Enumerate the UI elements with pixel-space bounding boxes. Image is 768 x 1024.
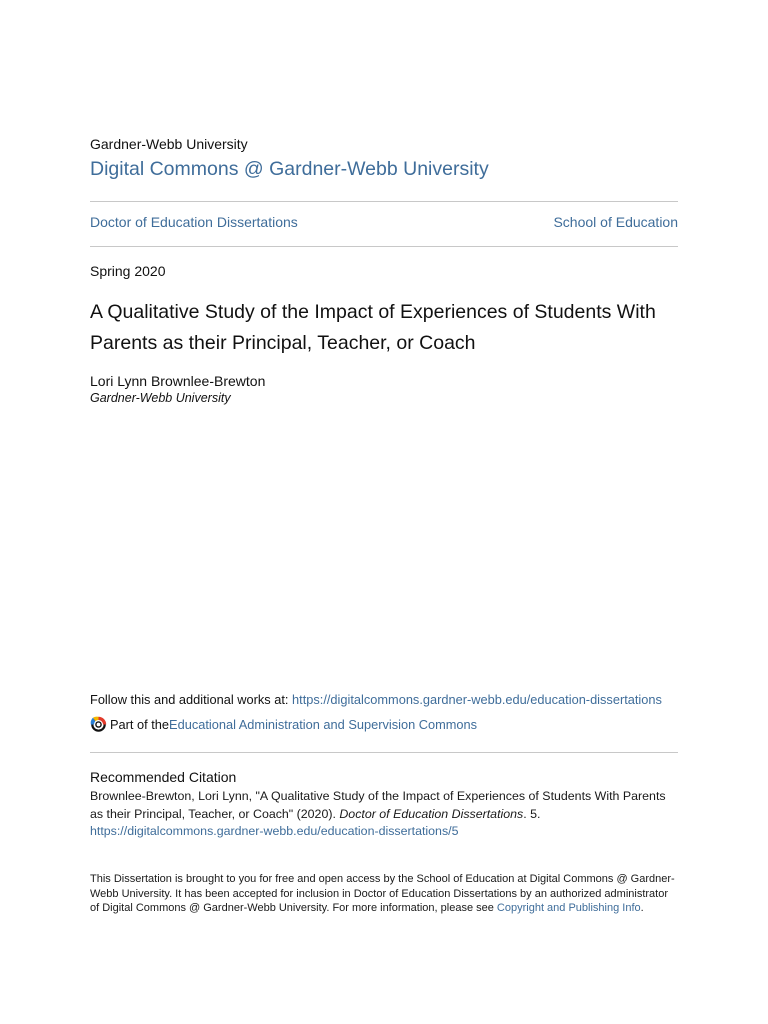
citation-heading: Recommended Citation bbox=[90, 769, 237, 785]
network-icon bbox=[90, 716, 107, 733]
follow-line bbox=[90, 692, 662, 707]
author-affiliation: Gardner-Webb University bbox=[90, 391, 231, 405]
cover-page bbox=[90, 0, 678, 1024]
school-link[interactable]: School of Education bbox=[553, 214, 678, 230]
author-name: Lori Lynn Brownlee-Brewton bbox=[90, 373, 266, 389]
commons-link[interactable]: Educational Administration and Supervision Commons bbox=[169, 717, 478, 732]
citation-url-link[interactable]: https://digitalcommons.gardner-webb.edu/education-dissertations/5 bbox=[90, 824, 459, 838]
follow-prefix: Follow this and additional works at: bbox=[90, 692, 293, 707]
citation-text: Brownlee-Brewton, Lori Lynn, "A Qualitative Study of the Impact of Experiences of Students With Parents as their Principal, Teacher, or Coach" (2020). bbox=[90, 789, 666, 821]
divider-top bbox=[90, 201, 678, 202]
part-of-line bbox=[90, 716, 477, 733]
part-of-prefix: Part of the bbox=[110, 717, 170, 732]
citation-body bbox=[90, 788, 678, 841]
citation-journal: Doctor of Education Dissertations bbox=[339, 806, 524, 821]
series-row bbox=[90, 214, 678, 230]
collection-url-link[interactable]: https://digitalcommons.gardner-webb.edu/education-dissertations bbox=[292, 692, 662, 707]
notice-end: . bbox=[640, 902, 644, 915]
copyright-link[interactable]: Copyright and Publishing Info bbox=[496, 902, 641, 915]
repository-link[interactable]: Digital Commons @ Gardner-Webb University bbox=[90, 158, 489, 180]
document-title: A Qualitative Study of the Impact of Experiences of Students With Parents as their Principal, Teacher, or Coach bbox=[90, 301, 656, 354]
series-link[interactable]: Doctor of Education Dissertations bbox=[90, 214, 298, 230]
access-notice bbox=[90, 872, 678, 916]
publication-date: Spring 2020 bbox=[90, 263, 166, 279]
institution-name: Gardner-Webb University bbox=[90, 136, 248, 152]
citation-issue: . 5. bbox=[523, 806, 541, 821]
notice-text: This Dissertation is brought to you for free and open access by the School of Education at Digital Commons @ Gardner-Webb University. It has been accepted for inclusion in Doctor of Education Dissertations by an authorized administrator of Digital Commons @ Gardner-Webb University. For more information, please see bbox=[90, 873, 675, 915]
divider-series bbox=[90, 246, 678, 247]
divider-citation bbox=[90, 752, 678, 753]
